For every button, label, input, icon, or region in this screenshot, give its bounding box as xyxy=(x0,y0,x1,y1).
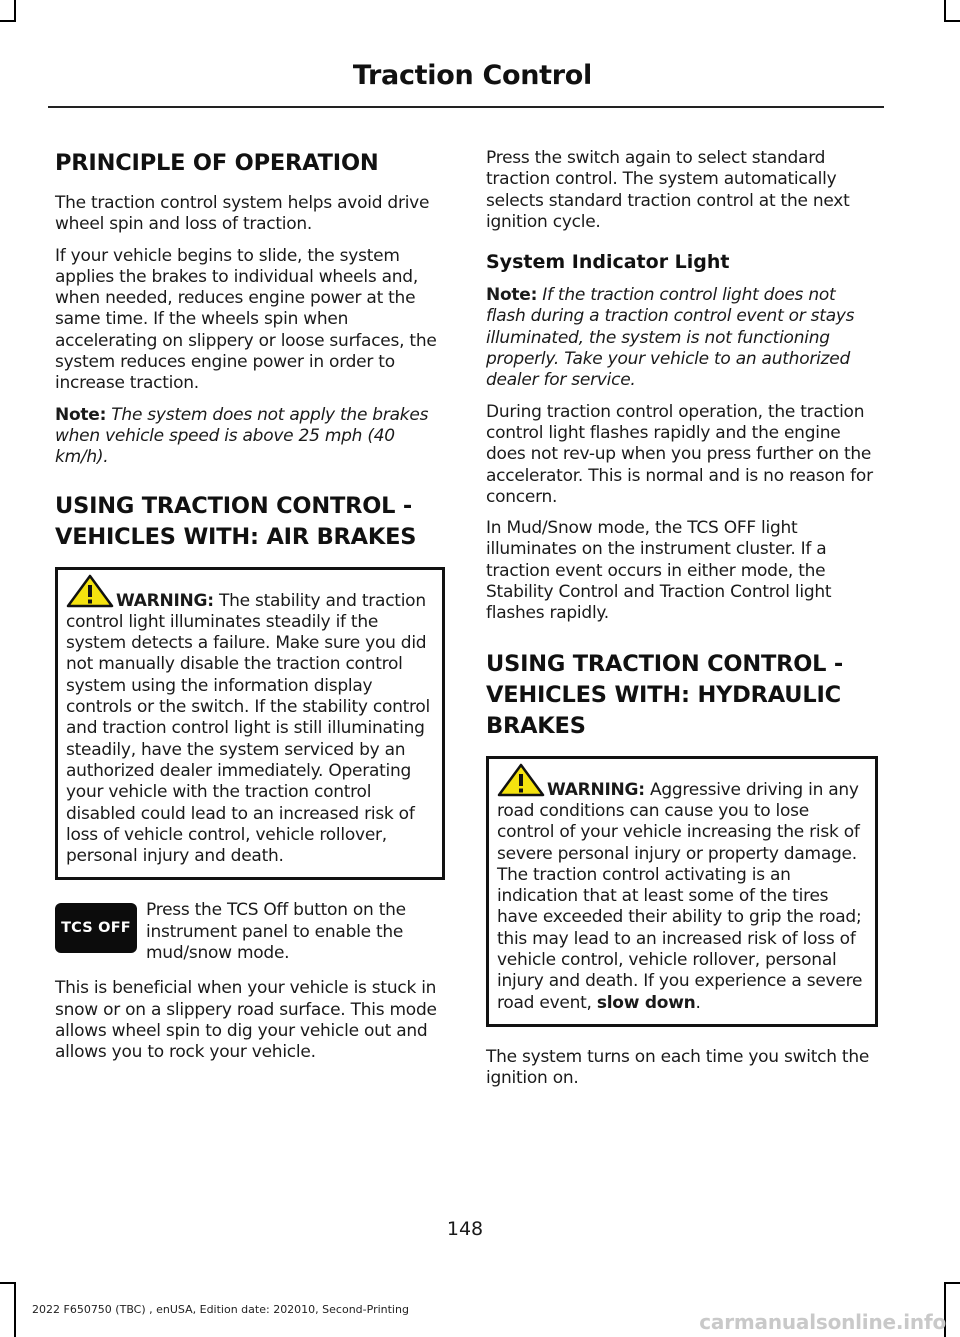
paragraph: Press the TCS Off button on the instrument panel to enable the mud/snow mode. xyxy=(146,900,406,964)
paragraph: If your vehicle begins to slide, the system applies the brakes to individual wheels and, when needed, reduces engine power at the same time. If the wheels spin when accelerating on slippery or loose surfaces, the system reduces engine power in order to increase traction. xyxy=(55,245,437,394)
warning-triangle-icon xyxy=(497,763,545,797)
warning-box xyxy=(55,567,445,881)
heading-line: BRAKES xyxy=(486,712,586,739)
section-heading-principle: PRINCIPLE OF OPERATION xyxy=(55,150,379,176)
paragraph: During traction control operation, the traction control light flashes rapidly and the engine does not rev-up when you press further on the accelerator. This is normal and is no reason for concern. xyxy=(486,401,873,507)
heading-line: VEHICLES WITH: AIR BRAKES xyxy=(55,523,417,550)
page-number: 148 xyxy=(446,1218,484,1240)
left-column xyxy=(55,148,445,1074)
note xyxy=(55,405,445,469)
tcs-off-instruction xyxy=(55,900,445,966)
warning-text: Aggressive driving in any road conditions can cause you to lose control of your vehicle increasing the risk of severe personal injury or property damage. The traction control activating is an indication that at least some of the tires have exceeded their ability to grip the road; this may lead to an increased risk of loss of vehicle control, vehicle rollover, personal injury and death. If you experience a severe road event, xyxy=(497,779,863,1013)
right-column xyxy=(486,148,878,1100)
crop-mark xyxy=(14,1282,16,1337)
warning-triangle-icon xyxy=(66,574,114,608)
crop-mark xyxy=(944,0,946,20)
section-heading-hydraulic-brakes xyxy=(486,649,878,742)
page-title: Traction Control xyxy=(352,60,592,91)
paragraph: In Mud/Snow mode, the TCS OFF light illuminates on the instrument cluster. If a traction event occurs in either mode, the Stability Control and Traction Control light flashes rapidly. xyxy=(486,518,832,624)
crop-mark xyxy=(0,1282,16,1284)
paragraph: The system turns on each time you switch the ignition on. xyxy=(486,1046,870,1089)
warning-label: WARNING: xyxy=(547,779,645,800)
warning-emphasis: slow down xyxy=(596,992,696,1013)
crop-mark xyxy=(0,20,16,22)
footer-edition-info: 2022 F650750 (TBC) , enUSA, Edition date: 202010, Second-Printing xyxy=(32,1303,409,1316)
crop-mark xyxy=(944,20,960,22)
note-text: If the traction control light does not flash during a traction control event or stays illuminated, the system is not functioning properly. Take your vehicle to an authorized dealer for service. xyxy=(486,285,855,391)
paragraph: Press the switch again to select standard traction control. The system automatically selects standard traction control at the next ignition cycle. xyxy=(486,148,850,232)
watermark: carmanualsonline.info xyxy=(699,1310,946,1334)
paragraph: This is beneficial when your vehicle is stuck in snow or on a slippery road surface. This mode allows wheel spin to dig your vehicle out and allows you to rock your vehicle. xyxy=(55,978,437,1063)
heading-line: USING TRACTION CONTROL - xyxy=(55,492,413,519)
heading-line: VEHICLES WITH: HYDRAULIC xyxy=(486,681,841,708)
note-text: The system does not apply the brakes when vehicle speed is above 25 mph (40 km/h). xyxy=(55,404,429,468)
note xyxy=(486,285,878,391)
subheading-system-indicator-light: System Indicator Light xyxy=(486,251,730,274)
section-heading-air-brakes xyxy=(55,491,445,553)
warning-label: WARNING: xyxy=(116,590,214,611)
warning-text: The stability and traction control light illuminates steadily if the system detects a failure. Make sure you did not manually disable the traction control system using the information display controls or the switch. If the stability control and traction control light is still illuminating steadily, have the system serviced by an authorized dealer immediately. Operating your vehicle with the traction control disabled could lead to an increased risk of loss of vehicle control, vehicle rollover, personal injury and death. xyxy=(66,590,431,867)
tcs-off-button-icon: TCS OFF xyxy=(55,903,137,953)
warning-end: . xyxy=(695,992,701,1013)
crop-mark xyxy=(14,0,16,20)
note-label: Note: xyxy=(486,285,538,306)
paragraph: The traction control system helps avoid drive wheel spin and loss of traction. xyxy=(55,193,430,235)
warning-box xyxy=(486,756,878,1027)
note-label: Note: xyxy=(55,404,107,425)
crop-mark xyxy=(944,1282,960,1284)
page-header xyxy=(48,60,884,108)
heading-line: USING TRACTION CONTROL - xyxy=(486,650,844,677)
